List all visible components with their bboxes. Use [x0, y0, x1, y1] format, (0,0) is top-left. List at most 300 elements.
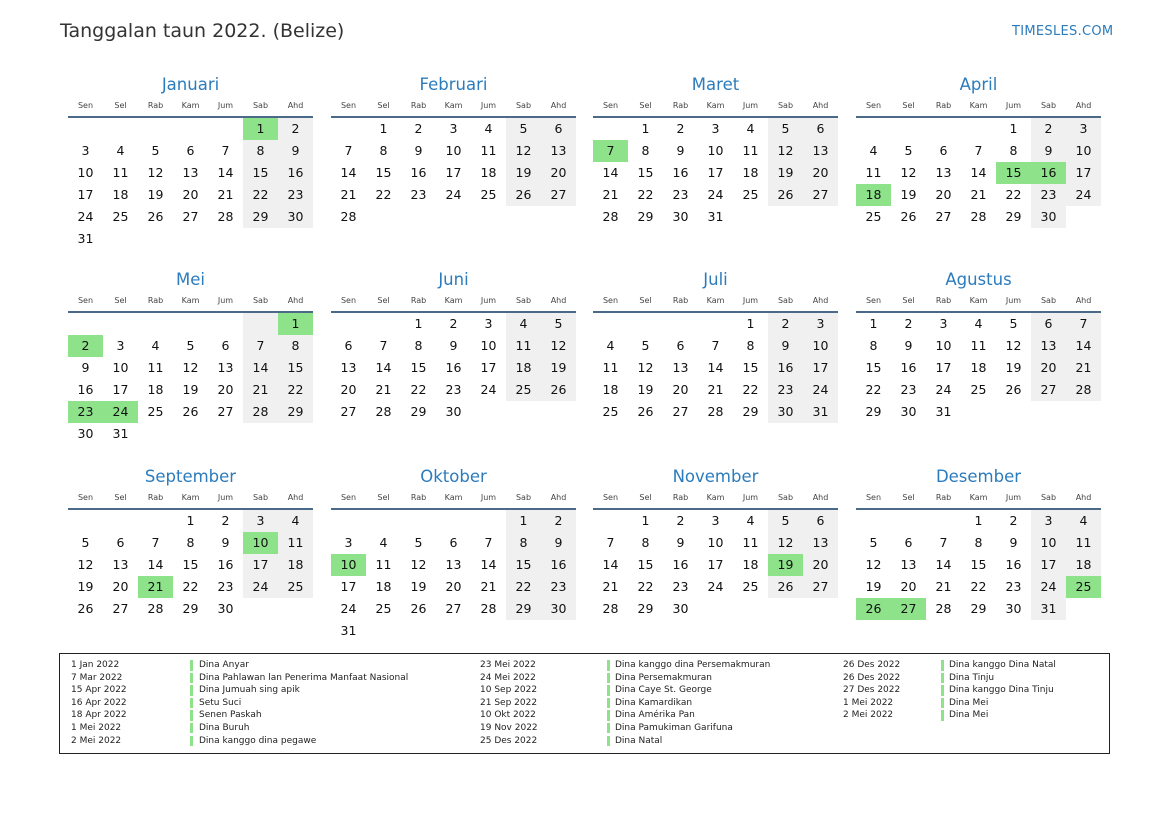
day-cell[interactable]: 13: [182, 165, 199, 180]
day-cell[interactable]: 20: [445, 579, 462, 594]
day-cell[interactable]: 28: [147, 601, 164, 616]
day-cell[interactable]: 24: [707, 579, 724, 594]
day-cell[interactable]: 31: [935, 404, 952, 419]
day-cell[interactable]: 18: [970, 360, 987, 375]
day-cell[interactable]: 21: [1066, 357, 1101, 379]
day-cell[interactable]: 13: [541, 140, 576, 162]
day-cell[interactable]: 15: [637, 557, 654, 572]
day-cell[interactable]: 4: [116, 143, 125, 158]
day-cell[interactable]: 28: [707, 404, 724, 419]
day-cell[interactable]: 18: [1066, 554, 1101, 576]
day-cell[interactable]: 30: [900, 404, 917, 419]
day-cell[interactable]: 4: [506, 313, 541, 335]
day-cell[interactable]: 26: [1005, 382, 1022, 397]
day-cell[interactable]: 15: [278, 357, 313, 379]
day-cell[interactable]: 23: [278, 184, 313, 206]
day-cell[interactable]: 26: [637, 404, 654, 419]
day-cell[interactable]: 6: [1031, 313, 1066, 335]
day-cell[interactable]: 5: [151, 143, 160, 158]
day-cell[interactable]: 18: [742, 165, 759, 180]
day-cell[interactable]: 29: [1005, 209, 1022, 224]
day-cell[interactable]: 26: [768, 576, 803, 598]
day-cell[interactable]: 16: [445, 360, 462, 375]
day-cell[interactable]: 23: [900, 382, 917, 397]
day-cell[interactable]: 8: [186, 535, 195, 550]
day-cell[interactable]: 15: [243, 162, 278, 184]
day-cell[interactable]: 16: [900, 360, 917, 375]
day-cell[interactable]: 3: [1066, 118, 1101, 140]
day-cell[interactable]: 11: [602, 360, 619, 375]
holiday-day-cell[interactable]: 15: [996, 162, 1031, 184]
day-cell[interactable]: 23: [217, 579, 234, 594]
day-cell[interactable]: 17: [77, 187, 94, 202]
day-cell[interactable]: 20: [672, 382, 689, 397]
day-cell[interactable]: 5: [541, 313, 576, 335]
day-cell[interactable]: 8: [243, 140, 278, 162]
day-cell[interactable]: 13: [1031, 335, 1066, 357]
day-cell[interactable]: 16: [278, 162, 313, 184]
day-cell[interactable]: 14: [602, 165, 619, 180]
day-cell[interactable]: 27: [112, 601, 129, 616]
day-cell[interactable]: 15: [375, 165, 392, 180]
day-cell[interactable]: 25: [278, 576, 313, 598]
day-cell[interactable]: 2: [449, 316, 458, 331]
day-cell[interactable]: 27: [340, 404, 357, 419]
day-cell[interactable]: 20: [112, 579, 129, 594]
day-cell[interactable]: 9: [676, 143, 685, 158]
day-cell[interactable]: 28: [375, 404, 392, 419]
day-cell[interactable]: 5: [186, 338, 195, 353]
day-cell[interactable]: 27: [541, 184, 576, 206]
day-cell[interactable]: 2: [221, 513, 230, 528]
day-cell[interactable]: 22: [637, 187, 654, 202]
day-cell[interactable]: 28: [480, 601, 497, 616]
day-cell[interactable]: 16: [672, 557, 689, 572]
day-cell[interactable]: 23: [1031, 184, 1066, 206]
day-cell[interactable]: 24: [445, 187, 462, 202]
day-cell[interactable]: 26: [900, 209, 917, 224]
day-cell[interactable]: 23: [768, 379, 803, 401]
day-cell[interactable]: 17: [707, 557, 724, 572]
day-cell[interactable]: 17: [707, 165, 724, 180]
day-cell[interactable]: 25: [865, 209, 882, 224]
day-cell[interactable]: 10: [480, 338, 497, 353]
day-cell[interactable]: 1: [746, 316, 755, 331]
day-cell[interactable]: 18: [480, 165, 497, 180]
day-cell[interactable]: 12: [506, 140, 541, 162]
day-cell[interactable]: 13: [340, 360, 357, 375]
holiday-day-cell[interactable]: 16: [1031, 162, 1066, 184]
day-cell[interactable]: 30: [217, 601, 234, 616]
holiday-day-cell[interactable]: 18: [856, 184, 891, 206]
day-cell[interactable]: 28: [602, 209, 619, 224]
day-cell[interactable]: 16: [672, 165, 689, 180]
day-cell[interactable]: 18: [278, 554, 313, 576]
day-cell[interactable]: 28: [935, 601, 952, 616]
day-cell[interactable]: 27: [803, 184, 838, 206]
day-cell[interactable]: 23: [672, 579, 689, 594]
day-cell[interactable]: 4: [379, 535, 388, 550]
day-cell[interactable]: 9: [768, 335, 803, 357]
day-cell[interactable]: 2: [414, 121, 423, 136]
day-cell[interactable]: 11: [480, 143, 497, 158]
day-cell[interactable]: 11: [970, 338, 987, 353]
day-cell[interactable]: 9: [541, 532, 576, 554]
day-cell[interactable]: 2: [768, 313, 803, 335]
day-cell[interactable]: 25: [147, 404, 164, 419]
day-cell[interactable]: 24: [935, 382, 952, 397]
day-cell[interactable]: 21: [375, 382, 392, 397]
day-cell[interactable]: 31: [707, 209, 724, 224]
day-cell[interactable]: 20: [1031, 357, 1066, 379]
day-cell[interactable]: 26: [77, 601, 94, 616]
day-cell[interactable]: 24: [707, 187, 724, 202]
day-cell[interactable]: 4: [151, 338, 160, 353]
day-cell[interactable]: 9: [81, 360, 90, 375]
day-cell[interactable]: 28: [602, 601, 619, 616]
holiday-day-cell[interactable]: 24: [103, 401, 138, 423]
day-cell[interactable]: 2: [541, 510, 576, 532]
day-cell[interactable]: 20: [803, 162, 838, 184]
day-cell[interactable]: 12: [865, 557, 882, 572]
day-cell[interactable]: 11: [742, 143, 759, 158]
day-cell[interactable]: 9: [278, 140, 313, 162]
day-cell[interactable]: 7: [711, 338, 720, 353]
day-cell[interactable]: 16: [1005, 557, 1022, 572]
day-cell[interactable]: 19: [900, 187, 917, 202]
day-cell[interactable]: 25: [375, 601, 392, 616]
day-cell[interactable]: 4: [746, 513, 755, 528]
day-cell[interactable]: 30: [672, 209, 689, 224]
day-cell[interactable]: 29: [970, 601, 987, 616]
day-cell[interactable]: 25: [742, 187, 759, 202]
day-cell[interactable]: 21: [602, 187, 619, 202]
day-cell[interactable]: 11: [112, 165, 129, 180]
day-cell[interactable]: 14: [602, 557, 619, 572]
day-cell[interactable]: 23: [541, 576, 576, 598]
day-cell[interactable]: 30: [768, 401, 803, 423]
day-cell[interactable]: 8: [414, 338, 423, 353]
day-cell[interactable]: 15: [182, 557, 199, 572]
day-cell[interactable]: 8: [379, 143, 388, 158]
day-cell[interactable]: 1: [641, 513, 650, 528]
day-cell[interactable]: 11: [742, 535, 759, 550]
holiday-day-cell[interactable]: 7: [593, 140, 628, 162]
day-cell[interactable]: 9: [1031, 140, 1066, 162]
day-cell[interactable]: 24: [243, 576, 278, 598]
day-cell[interactable]: 27: [217, 404, 234, 419]
day-cell[interactable]: 17: [340, 579, 357, 594]
day-cell[interactable]: 22: [243, 184, 278, 206]
day-cell[interactable]: 14: [243, 357, 278, 379]
day-cell[interactable]: 11: [506, 335, 541, 357]
day-cell[interactable]: 5: [641, 338, 650, 353]
day-cell[interactable]: 26: [410, 601, 427, 616]
day-cell[interactable]: 17: [803, 357, 838, 379]
day-cell[interactable]: 31: [112, 426, 129, 441]
day-cell[interactable]: 19: [182, 382, 199, 397]
day-cell[interactable]: 19: [410, 579, 427, 594]
day-cell[interactable]: 5: [904, 143, 913, 158]
day-cell[interactable]: 28: [1066, 379, 1101, 401]
day-cell[interactable]: 27: [803, 576, 838, 598]
day-cell[interactable]: 8: [278, 335, 313, 357]
day-cell[interactable]: 20: [217, 382, 234, 397]
day-cell[interactable]: 22: [742, 382, 759, 397]
holiday-day-cell[interactable]: 1: [243, 118, 278, 140]
day-cell[interactable]: 25: [506, 379, 541, 401]
day-cell[interactable]: 20: [803, 554, 838, 576]
day-cell[interactable]: 7: [344, 143, 353, 158]
day-cell[interactable]: 6: [221, 338, 230, 353]
day-cell[interactable]: 9: [414, 143, 423, 158]
day-cell[interactable]: 19: [77, 579, 94, 594]
day-cell[interactable]: 1: [379, 121, 388, 136]
holiday-day-cell[interactable]: 27: [891, 598, 926, 620]
holiday-day-cell[interactable]: 10: [243, 532, 278, 554]
day-cell[interactable]: 19: [768, 162, 803, 184]
day-cell[interactable]: 30: [1005, 601, 1022, 616]
day-cell[interactable]: 7: [151, 535, 160, 550]
day-cell[interactable]: 8: [641, 143, 650, 158]
day-cell[interactable]: 20: [541, 162, 576, 184]
day-cell[interactable]: 16: [410, 165, 427, 180]
day-cell[interactable]: 30: [1031, 206, 1066, 228]
day-cell[interactable]: 20: [935, 187, 952, 202]
day-cell[interactable]: 2: [676, 513, 685, 528]
day-cell[interactable]: 7: [1066, 313, 1101, 335]
day-cell[interactable]: 24: [77, 209, 94, 224]
day-cell[interactable]: 17: [112, 382, 129, 397]
day-cell[interactable]: 15: [865, 360, 882, 375]
day-cell[interactable]: 5: [768, 510, 803, 532]
day-cell[interactable]: 20: [900, 579, 917, 594]
day-cell[interactable]: 21: [480, 579, 497, 594]
day-cell[interactable]: 24: [1031, 576, 1066, 598]
day-cell[interactable]: 17: [1031, 554, 1066, 576]
day-cell[interactable]: 6: [344, 338, 353, 353]
day-cell[interactable]: 13: [803, 532, 838, 554]
day-cell[interactable]: 14: [147, 557, 164, 572]
day-cell[interactable]: 22: [506, 576, 541, 598]
day-cell[interactable]: 24: [480, 382, 497, 397]
day-cell[interactable]: 5: [768, 118, 803, 140]
day-cell[interactable]: 3: [939, 316, 948, 331]
holiday-day-cell[interactable]: 19: [768, 554, 803, 576]
day-cell[interactable]: 1: [414, 316, 423, 331]
day-cell[interactable]: 9: [904, 338, 913, 353]
day-cell[interactable]: 22: [637, 579, 654, 594]
day-cell[interactable]: 5: [869, 535, 878, 550]
day-cell[interactable]: 4: [974, 316, 983, 331]
day-cell[interactable]: 9: [676, 535, 685, 550]
day-cell[interactable]: 10: [1066, 140, 1101, 162]
day-cell[interactable]: 30: [77, 426, 94, 441]
day-cell[interactable]: 10: [77, 165, 94, 180]
day-cell[interactable]: 21: [707, 382, 724, 397]
day-cell[interactable]: 29: [410, 404, 427, 419]
day-cell[interactable]: 27: [672, 404, 689, 419]
day-cell[interactable]: 7: [939, 535, 948, 550]
day-cell[interactable]: 26: [182, 404, 199, 419]
day-cell[interactable]: 4: [746, 121, 755, 136]
day-cell[interactable]: 22: [410, 382, 427, 397]
day-cell[interactable]: 24: [803, 379, 838, 401]
day-cell[interactable]: 20: [340, 382, 357, 397]
day-cell[interactable]: 3: [116, 338, 125, 353]
day-cell[interactable]: 6: [939, 143, 948, 158]
day-cell[interactable]: 3: [1031, 510, 1066, 532]
brand-link[interactable]: TIMESLES.COM: [1012, 24, 1114, 39]
holiday-day-cell[interactable]: 21: [138, 576, 173, 598]
day-cell[interactable]: 28: [970, 209, 987, 224]
day-cell[interactable]: 17: [243, 554, 278, 576]
day-cell[interactable]: 3: [711, 513, 720, 528]
day-cell[interactable]: 3: [449, 121, 458, 136]
day-cell[interactable]: 19: [147, 187, 164, 202]
day-cell[interactable]: 14: [375, 360, 392, 375]
day-cell[interactable]: 31: [340, 623, 357, 638]
day-cell[interactable]: 12: [541, 335, 576, 357]
day-cell[interactable]: 8: [641, 535, 650, 550]
day-cell[interactable]: 12: [182, 360, 199, 375]
day-cell[interactable]: 17: [935, 360, 952, 375]
day-cell[interactable]: 27: [182, 209, 199, 224]
day-cell[interactable]: 4: [869, 143, 878, 158]
day-cell[interactable]: 29: [506, 598, 541, 620]
day-cell[interactable]: 27: [1031, 379, 1066, 401]
day-cell[interactable]: 11: [375, 557, 392, 572]
day-cell[interactable]: 7: [221, 143, 230, 158]
day-cell[interactable]: 12: [768, 140, 803, 162]
day-cell[interactable]: 14: [480, 557, 497, 572]
day-cell[interactable]: 19: [865, 579, 882, 594]
day-cell[interactable]: 1: [506, 510, 541, 532]
day-cell[interactable]: 29: [182, 601, 199, 616]
day-cell[interactable]: 14: [217, 165, 234, 180]
day-cell[interactable]: 26: [506, 184, 541, 206]
day-cell[interactable]: 29: [278, 401, 313, 423]
day-cell[interactable]: 29: [637, 209, 654, 224]
holiday-day-cell[interactable]: 25: [1066, 576, 1101, 598]
day-cell[interactable]: 30: [445, 404, 462, 419]
day-cell[interactable]: 25: [602, 404, 619, 419]
day-cell[interactable]: 3: [803, 313, 838, 335]
holiday-day-cell[interactable]: 23: [68, 401, 103, 423]
day-cell[interactable]: 8: [1009, 143, 1018, 158]
day-cell[interactable]: 21: [217, 187, 234, 202]
day-cell[interactable]: 4: [278, 510, 313, 532]
day-cell[interactable]: 1: [186, 513, 195, 528]
day-cell[interactable]: 2: [676, 121, 685, 136]
day-cell[interactable]: 18: [602, 382, 619, 397]
day-cell[interactable]: 25: [970, 382, 987, 397]
day-cell[interactable]: 4: [1066, 510, 1101, 532]
day-cell[interactable]: 1: [641, 121, 650, 136]
day-cell[interactable]: 26: [541, 379, 576, 401]
day-cell[interactable]: 3: [81, 143, 90, 158]
day-cell[interactable]: 21: [970, 187, 987, 202]
day-cell[interactable]: 30: [672, 601, 689, 616]
day-cell[interactable]: 12: [1005, 338, 1022, 353]
day-cell[interactable]: 26: [147, 209, 164, 224]
day-cell[interactable]: 12: [768, 532, 803, 554]
day-cell[interactable]: 28: [217, 209, 234, 224]
day-cell[interactable]: 26: [768, 184, 803, 206]
day-cell[interactable]: 15: [637, 165, 654, 180]
day-cell[interactable]: 13: [935, 165, 952, 180]
day-cell[interactable]: 1: [1009, 121, 1018, 136]
day-cell[interactable]: 23: [410, 187, 427, 202]
holiday-day-cell[interactable]: 1: [278, 313, 313, 335]
holiday-day-cell[interactable]: 10: [331, 554, 366, 576]
day-cell[interactable]: 21: [602, 579, 619, 594]
day-cell[interactable]: 22: [278, 379, 313, 401]
day-cell[interactable]: 19: [1005, 360, 1022, 375]
day-cell[interactable]: 14: [1066, 335, 1101, 357]
day-cell[interactable]: 13: [112, 557, 129, 572]
day-cell[interactable]: 18: [112, 187, 129, 202]
day-cell[interactable]: 17: [1066, 162, 1101, 184]
day-cell[interactable]: 11: [865, 165, 882, 180]
day-cell[interactable]: 15: [506, 554, 541, 576]
day-cell[interactable]: 18: [147, 382, 164, 397]
day-cell[interactable]: 15: [742, 360, 759, 375]
day-cell[interactable]: 2: [278, 118, 313, 140]
day-cell[interactable]: 8: [746, 338, 755, 353]
day-cell[interactable]: 10: [445, 143, 462, 158]
day-cell[interactable]: 12: [77, 557, 94, 572]
day-cell[interactable]: 29: [243, 206, 278, 228]
day-cell[interactable]: 10: [112, 360, 129, 375]
day-cell[interactable]: 1: [869, 316, 878, 331]
day-cell[interactable]: 25: [480, 187, 497, 202]
day-cell[interactable]: 16: [77, 382, 94, 397]
day-cell[interactable]: 2: [904, 316, 913, 331]
day-cell[interactable]: 31: [1031, 598, 1066, 620]
day-cell[interactable]: 25: [742, 579, 759, 594]
day-cell[interactable]: 22: [970, 579, 987, 594]
day-cell[interactable]: 11: [278, 532, 313, 554]
day-cell[interactable]: 19: [637, 382, 654, 397]
day-cell[interactable]: 18: [506, 357, 541, 379]
day-cell[interactable]: 14: [707, 360, 724, 375]
day-cell[interactable]: 3: [344, 535, 353, 550]
day-cell[interactable]: 14: [970, 165, 987, 180]
day-cell[interactable]: 15: [970, 557, 987, 572]
day-cell[interactable]: 2: [1009, 513, 1018, 528]
day-cell[interactable]: 31: [803, 401, 838, 423]
day-cell[interactable]: 3: [243, 510, 278, 532]
day-cell[interactable]: 10: [935, 338, 952, 353]
day-cell[interactable]: 17: [445, 165, 462, 180]
day-cell[interactable]: 10: [707, 143, 724, 158]
day-cell[interactable]: 12: [900, 165, 917, 180]
day-cell[interactable]: 24: [340, 601, 357, 616]
day-cell[interactable]: 22: [182, 579, 199, 594]
day-cell[interactable]: 4: [484, 121, 493, 136]
day-cell[interactable]: 29: [865, 404, 882, 419]
day-cell[interactable]: 6: [676, 338, 685, 353]
day-cell[interactable]: 3: [484, 316, 493, 331]
day-cell[interactable]: 13: [217, 360, 234, 375]
day-cell[interactable]: 5: [81, 535, 90, 550]
day-cell[interactable]: 16: [541, 554, 576, 576]
day-cell[interactable]: 13: [445, 557, 462, 572]
day-cell[interactable]: 16: [217, 557, 234, 572]
day-cell[interactable]: 21: [935, 579, 952, 594]
day-cell[interactable]: 5: [1009, 316, 1018, 331]
